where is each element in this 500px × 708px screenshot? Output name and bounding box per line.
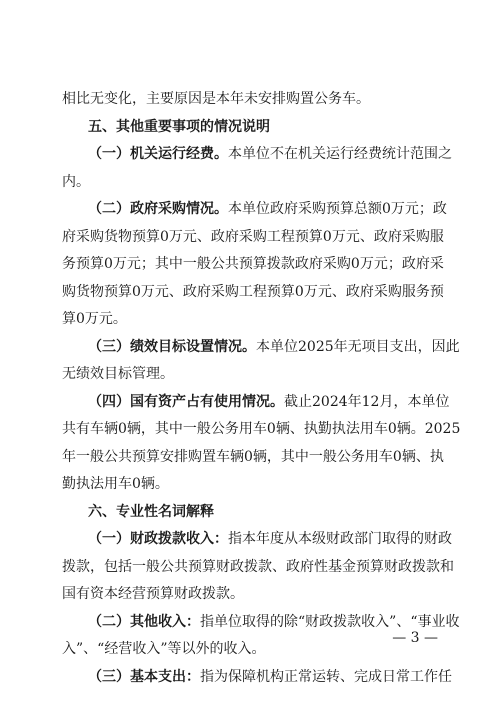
paragraph-line <box>62 526 452 554</box>
paragraph-line <box>62 664 452 692</box>
item-label: （三）绩效目标设置情况。 <box>88 338 256 355</box>
paragraph-line: 府采购货物预算0万元、政府采购工程预算0万元、政府采购服 <box>62 228 444 245</box>
section-heading-five: 五、其他重要事项的情况说明 <box>88 118 270 135</box>
term-label: （二）其他收入： <box>88 613 200 630</box>
paragraph-line <box>62 196 447 224</box>
item-text: 截止2024年12月，本单位 <box>284 393 450 410</box>
item-label: （四）国有资产占有使用情况。 <box>88 393 284 410</box>
document-body <box>62 86 461 691</box>
term-label: （三）基本支出： <box>88 668 200 685</box>
paragraph-line <box>62 389 450 417</box>
paragraph-line <box>62 334 460 362</box>
paragraph-line <box>62 609 460 637</box>
item-text: 本单位2025年无项目支出，因此 <box>256 338 460 355</box>
page-number: — 3 — <box>392 630 438 646</box>
item-text: 本单位政府采购预算总额0万元；政 <box>228 201 447 217</box>
term-text: 指为保障机构正常运转、完成日常工作任 <box>200 668 452 685</box>
paragraph-line: 相比无变化，主要原因是本年未安排购置公务车。 <box>62 91 370 107</box>
paragraph-line: 入”、“经营收入”等以外的收入。 <box>62 641 266 657</box>
paragraph-line: 国有资本经营预算财政拨款。 <box>62 586 244 602</box>
paragraph-line: 算0万元。 <box>62 311 127 327</box>
section-heading-six: 六、专业性名词解释 <box>88 503 214 520</box>
paragraph-line: 内。 <box>62 173 90 190</box>
term-text: 指本年度从本级财政部门取得的财政 <box>228 531 452 547</box>
term-text: 指单位取得的除“财政拨款收入”、“事业收 <box>200 613 460 630</box>
paragraph-line: 勤执法用车0辆。 <box>62 476 169 492</box>
paragraph-line: 务预算0万元；其中一般公共预算拨款政府采购0万元；政府采 <box>62 256 444 272</box>
paragraph-line: 共有车辆0辆，其中一般公务用车0辆、执勤执法用车0辆。2025 <box>62 421 461 437</box>
paragraph-line: 年一般公共预算安排购置车辆0辆，其中一般公务用车0辆、执 <box>62 448 444 465</box>
item-label: （一）机关运行经费。 <box>88 146 228 162</box>
paragraph-line <box>62 141 452 169</box>
paragraph-line: 无绩效目标管理。 <box>62 366 174 382</box>
paragraph-line: 拨款，包括一般公共预算财政拨款、政府性基金预算财政拨款和 <box>62 558 454 575</box>
paragraph-line: 购货物预算0万元、政府采购工程预算0万元、政府采购服务预 <box>62 283 444 300</box>
item-label: （二）政府采购情况。 <box>88 201 228 217</box>
term-label: （一）财政拨款收入： <box>88 531 228 547</box>
item-text: 本单位不在机关运行经费统计范围之 <box>228 146 452 162</box>
